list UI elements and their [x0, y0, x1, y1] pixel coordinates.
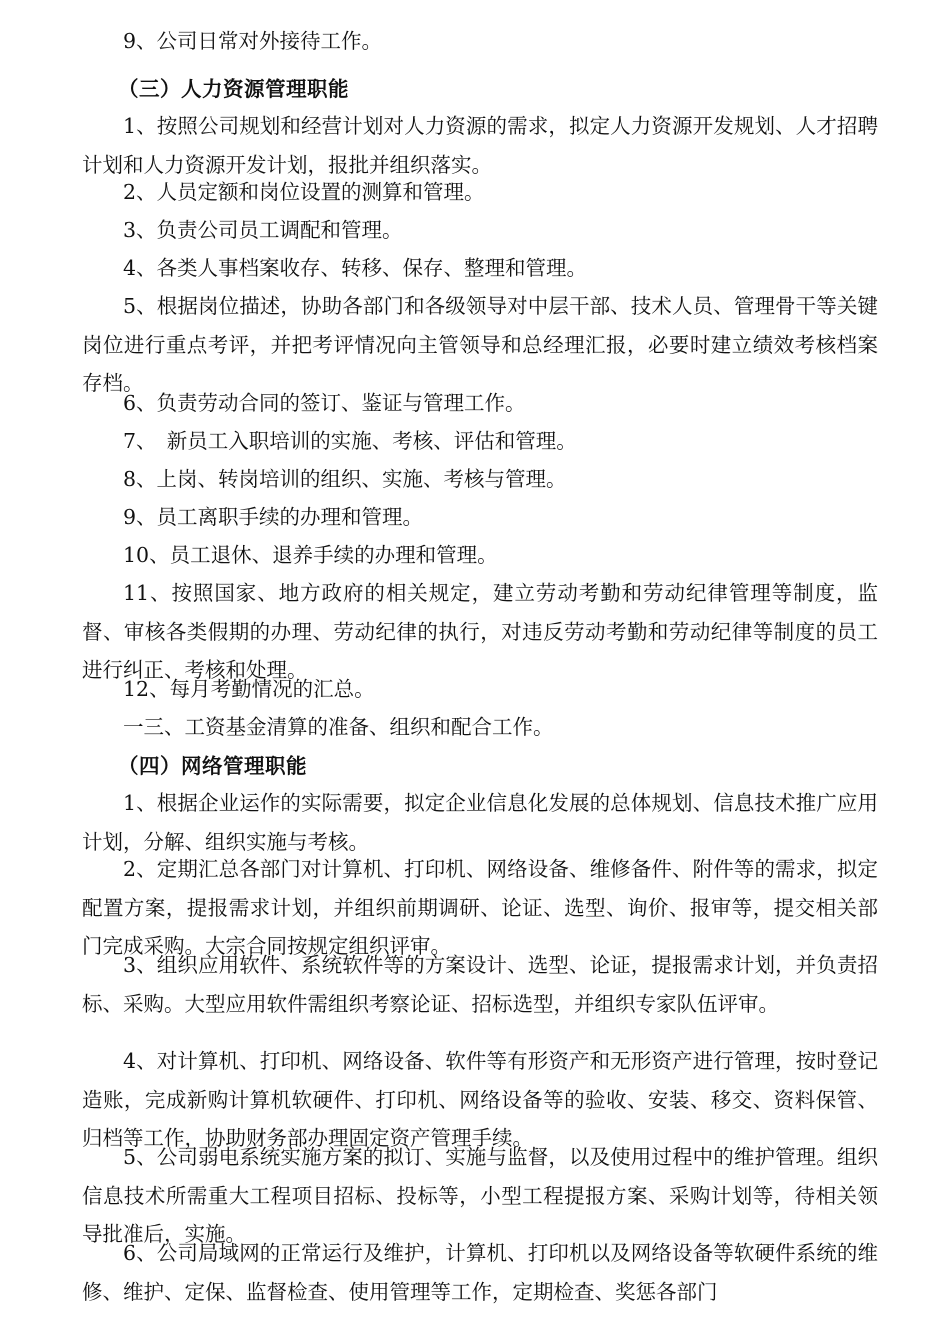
paragraph-hr-7: 7、 新员工入职培训的实施、考核、评估和管理。 [123, 429, 577, 453]
paragraph-hr-8: 8、上岗、转岗培训的组织、实施、考核与管理。 [123, 467, 567, 491]
paragraph-hr-3: 3、负责公司员工调配和管理。 [123, 218, 403, 242]
paragraph-hr-10: 10、员工退休、退养手续的办理和管理。 [123, 543, 498, 567]
paragraph-net-2: 2、定期汇总各部门对计算机、打印机、网络设备、维修备件、附件等的需求，拟定配置方案，提报需求计划，并组织前期调研、论证、选型、询价、报审等，提交相关部门完成采购。大宗合同按规定组织评审。 [82, 857, 878, 958]
paragraph-net-3: 3、组织应用软件、系统软件等的方案设计、选型、论证，提报需求计划，并负责招标、采购。大型应用软件需组织考察论证、招标选型，并组织专家队伍评审。 [82, 953, 878, 1016]
paragraph-company-reception: 9、公司日常对外接待工作。 [123, 29, 383, 53]
paragraph-hr-9: 9、员工离职手续的办理和管理。 [123, 505, 424, 529]
paragraph-hr-11: 11、按照国家、地方政府的相关规定，建立劳动考勤和劳动纪律管理等制度，监督、审核各类假期的办理、劳动纪律的执行，对违反劳动考勤和劳动纪律等制度的员工进行纠正、考核和处理。 [82, 581, 878, 682]
paragraph-hr-12: 12、每月考勤情况的汇总。 [123, 677, 375, 701]
section-heading-hr-functions: （三）人力资源管理职能 [118, 77, 349, 101]
paragraph-net-6: 6、公司局域网的正常运行及维护，计算机、打印机以及网络设备等软硬件系统的维修、维护、定保、监督检查、使用管理等工作，定期检查、奖惩各部门 [82, 1241, 878, 1304]
paragraph-hr-1: 1、按照公司规划和经营计划对人力资源的需求，拟定人力资源开发规划、人才招聘计划和人力资源开发计划，报批并组织落实。 [82, 114, 878, 177]
paragraph-net-4: 4、对计算机、打印机、网络设备、软件等有形资产和无形资产进行管理，按时登记造账，完成新购计算机软硬件、打印机、网络设备等的验收、安装、移交、资料保管、归档等工作，协助财务部办理固定资产管理手续。 [82, 1049, 878, 1150]
section-heading-network-functions: （四）网络管理职能 [118, 754, 307, 778]
paragraph-net-5: 5、公司弱电系统实施方案的拟订、实施与监督，以及使用过程中的维护管理。组织信息技术所需重大工程项目招标、投标等，小型工程提报方案、采购计划等，待相关领导批准后，实施。 [82, 1145, 878, 1246]
paragraph-hr-6: 6、负责劳动合同的签订、鉴证与管理工作。 [123, 391, 526, 415]
paragraph-hr-2: 2、人员定额和岗位设置的测算和管理。 [123, 180, 485, 204]
paragraph-hr-4: 4、各类人事档案收存、转移、保存、整理和管理。 [123, 256, 588, 280]
paragraph-net-1: 1、根据企业运作的实际需要，拟定企业信息化发展的总体规划、信息技术推广应用计划，分解、组织实施与考核。 [82, 791, 878, 854]
paragraph-hr-13: 一三、工资基金清算的准备、组织和配合工作。 [123, 715, 554, 739]
paragraph-hr-5: 5、根据岗位描述，协助各部门和各级领导对中层干部、技术人员、管理骨干等关键岗位进行重点考评，并把考评情况向主管领导和总经理汇报，必要时建立绩效考核档案存档。 [82, 294, 878, 395]
